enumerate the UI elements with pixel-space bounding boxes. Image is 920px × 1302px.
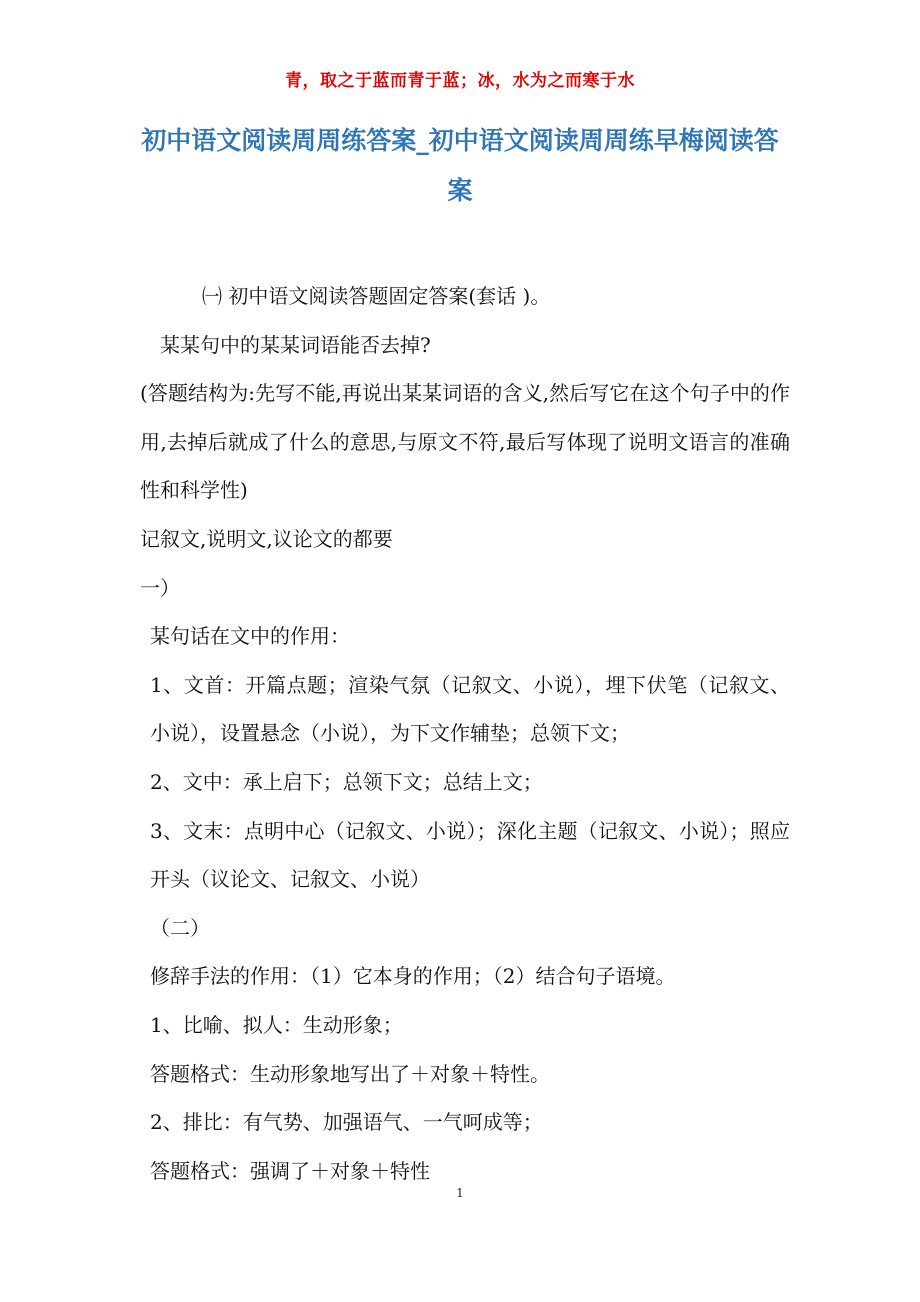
- paragraph-parallelism-format: 答题格式：强调了＋对象＋特性: [150, 1158, 430, 1183]
- paragraph-section-1-heading: ㈠ 初中语文阅读答题固定答案(套话 )。: [202, 284, 551, 308]
- paragraph-applies-to: 记叙文,说明文,议论文的都要: [140, 526, 393, 551]
- paragraph-parallelism-item: 2、排比：有气势、加强语气、一气呵成等；: [150, 1110, 543, 1135]
- paragraph-metaphor-item: 1、比喻、拟人：生动形象；: [150, 1012, 403, 1037]
- paragraph-item-middle: 2、文中：承上启下；总领下文；总结上文；: [150, 769, 543, 794]
- document-body: [140, 272, 790, 1195]
- paragraph-item-ending: 3、文末：点明中心（记叙文、小说）；深化主题（记叙文、小说）；照应开头（议论文、记叙文、小说）: [150, 818, 790, 892]
- paragraph-metaphor-format: 答题格式：生动形象地写出了＋对象＋特性。: [150, 1061, 550, 1086]
- paragraph-part-2-marker: （二）: [150, 915, 210, 940]
- paragraph-item-opening: 1、文首：开篇点题；渲染气氛（记叙文、小说），埋下伏笔（记叙文、小说），设置悬念（小说），为下文作辅垫；总领下文；: [150, 672, 790, 746]
- paragraph-question: 某某句中的某某词语能否去掉?: [160, 332, 431, 357]
- paragraph-rhetoric-heading: 修辞手法的作用：（1）它本身的作用；（2）结合句子语境。: [150, 964, 676, 989]
- header-motto: 青，取之于蓝而青于蓝；冰，水为之而寒于水: [285, 71, 635, 91]
- paragraph-answer-structure: (答题结构为:先写不能,再说出某某词语的含义,然后写它在这个句子中的作用,去掉后就成了什么的意思,与原文不符,最后写体现了说明文语言的准确性和科学性): [140, 381, 790, 503]
- document-title: 初中语文阅读周周练答案_初中语文阅读周周练早梅阅读答案: [141, 126, 779, 205]
- paragraph-part-1-marker: 一）: [140, 575, 180, 600]
- paragraph-sentence-role-heading: 某句话在文中的作用：: [150, 624, 350, 649]
- page-number: 1: [456, 1186, 464, 1200]
